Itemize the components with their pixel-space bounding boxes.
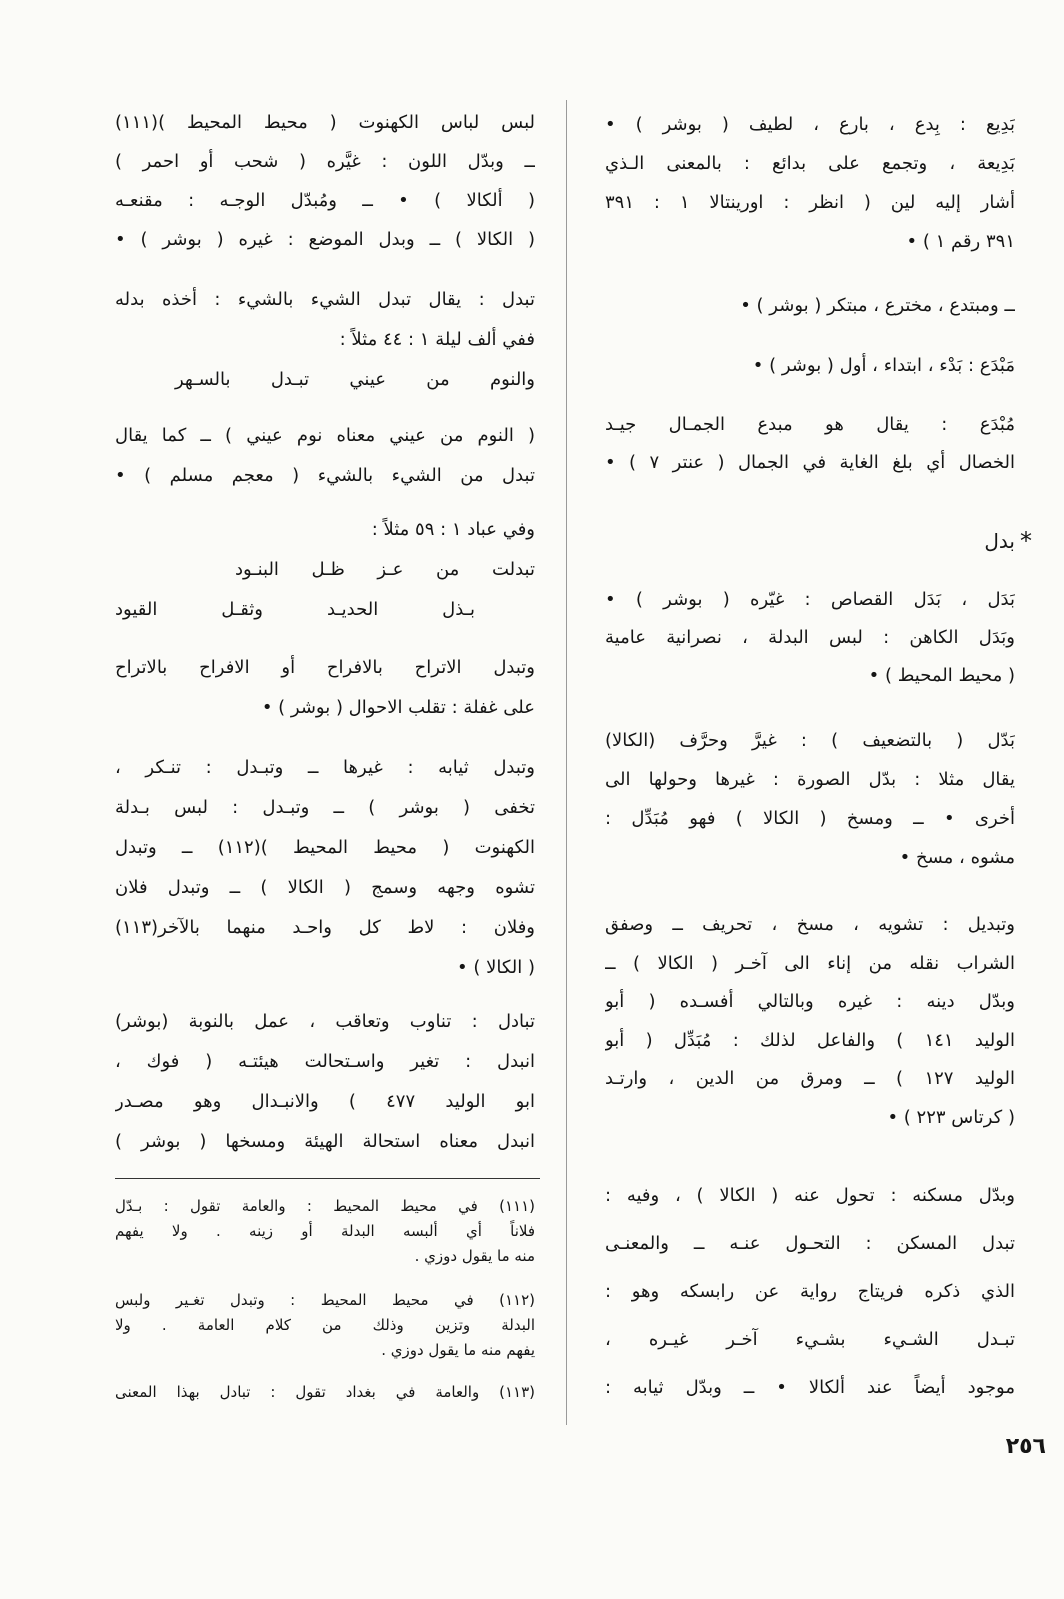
entry-paragraph bbox=[605, 346, 1015, 385]
text-line: تبدل المسكن : التحـول عنـه ــ والمعنـى bbox=[605, 1233, 1015, 1254]
text-line: ٣٩١ رقم ١ ) • bbox=[906, 231, 1015, 252]
text-line: ( ألكالا ) • ــ ومُبدّل الوجـه : مقنعـه bbox=[115, 190, 535, 211]
entry-paragraph bbox=[115, 416, 535, 496]
footnote bbox=[115, 1194, 535, 1269]
text-line: بَدِيع : بِدع ، بارع ، لطيف ( بوشر ) • bbox=[605, 114, 1015, 135]
text-line: الكهنوت ( محيط المحيط )(١١٢) ــ وتبدل bbox=[115, 837, 535, 858]
text-line: وتبدل الاتراح بالافراح أو الافراح بالاتراح bbox=[115, 657, 535, 678]
text-line: مَبْدَع : بَدْء ، ابتداء ، أول ( بوشر ) • bbox=[752, 355, 1015, 376]
text-line: أشار إليه لين ( انظر : اورينتالا ١ : ٣٩١ bbox=[605, 192, 1015, 213]
verse-line: تبدلت من عـز ظـل البنـود bbox=[235, 559, 535, 580]
text-line: وبَدَل الكاهن : لبس البدلة ، نصرانية عامية bbox=[605, 627, 1015, 648]
text-line: بَدَل ، بَدَل القصاص : غيّره ( بوشر ) • bbox=[605, 589, 1015, 610]
text-line: وبدّل دينه : غيره وبالتالي أفسـده ( أبو bbox=[605, 991, 1015, 1012]
text-line: تخفى ( بوشر ) ــ وتبـدل : لبس بـدلة bbox=[115, 797, 535, 818]
entry-paragraph bbox=[115, 1002, 535, 1162]
footnote-line: منه ما يقول دوزي . bbox=[414, 1247, 535, 1265]
footnote-line: البدلة وتزين وذلك من كلام العامة . ولا bbox=[115, 1316, 535, 1334]
entry-paragraph bbox=[115, 103, 535, 259]
text-line: انبدل : تغير واسـتحالت هيئتـه ( فوك ، bbox=[115, 1051, 535, 1072]
footnote bbox=[115, 1288, 535, 1363]
text-line: بَدّل ( بالتضعيف ) : غيرَّ وحرَّف (الكالا) bbox=[605, 730, 1015, 751]
text-line: وفي عباد ١ : ٥٩ مثلاً : bbox=[371, 519, 535, 540]
entry-paragraph bbox=[115, 748, 535, 988]
heading-marker: * bbox=[1020, 527, 1032, 555]
text-line: ( كرتاس ٢٢٣ ) • bbox=[887, 1106, 1015, 1128]
text-line: الذي ذكره فريتاج رواية عن رابسكه وهو : bbox=[605, 1281, 1015, 1302]
footnote-line: (١١٣) والعامة في بغداد تقول : تبادل بهذا المعنى bbox=[115, 1383, 535, 1401]
text-line: بَدِيعة ، وتجمع على بدائع : بالمعنى الـذي bbox=[605, 153, 1015, 174]
entry-paragraph bbox=[115, 648, 535, 728]
text-line: الخصال أي بلغ الغاية في الجمال ( عنتر ٧ ) • bbox=[605, 452, 1015, 473]
text-line: ــ ومبتدع ، مخترع ، مبتكر ( بوشر ) • bbox=[740, 295, 1015, 316]
text-line: تبادل : تناوب وتعاقب ، عمل بالنوبة (بوشر) bbox=[115, 1011, 535, 1032]
entry-paragraph bbox=[115, 280, 535, 400]
footnote-line: فلاناً أي ألبسه البدلة أو زينه . ولا يفهم bbox=[115, 1222, 535, 1240]
footnote-line: (١١٢) في محيط المحيط : وتبدل تغـير ولبس bbox=[115, 1291, 535, 1309]
text-line: مُبْدَع : يقال هو مبدع الجمـال جيـد bbox=[605, 414, 1015, 435]
text-line: ( النوم من عيني معناه نوم عيني ) ــ كما يقال bbox=[115, 425, 535, 446]
verse-line: والنوم من عيني تبـدل بالسـهر bbox=[175, 369, 535, 390]
footnote-line: يفهم منه ما يقول دوزي . bbox=[381, 1341, 535, 1359]
text-line: تشوه وجهه وسمج ( الكالا ) ــ وتبدل فلان bbox=[115, 877, 535, 898]
entry-heading: بدل bbox=[984, 529, 1015, 553]
page-number: ٢٥٦ bbox=[1005, 1434, 1046, 1459]
text-line: ففي ألف ليلة ١ : ٤٤ مثلاً : bbox=[339, 329, 535, 350]
verse-line: بـذل الحديـد وثقـل القيود bbox=[115, 599, 475, 620]
entry-paragraph bbox=[605, 581, 1015, 695]
text-line: ( الكالا ) ــ وبدل الموضع : غيره ( بوشر ) • bbox=[115, 229, 535, 250]
entry-paragraph bbox=[605, 286, 1015, 325]
text-line: الوليد ١٤١ ) والفاعل لذلك : مُبَدِّل ( أبو bbox=[605, 1029, 1015, 1051]
text-line: ( محيط المحيط ) • bbox=[868, 665, 1015, 686]
text-line: وتبديل : تشويه ، مسخ ، تحريف ــ وصفق bbox=[605, 914, 1015, 935]
text-line: تبـدل الشـيء بشـيء آخـر غيـره ، bbox=[605, 1329, 1015, 1350]
left-column bbox=[115, 0, 535, 1599]
column-divider bbox=[566, 100, 567, 1425]
text-line: وبدّل مسكنه : تحول عنه ( الكالا ) ، وفيه : bbox=[605, 1185, 1015, 1206]
entry-paragraph bbox=[605, 105, 1015, 261]
entry-paragraph bbox=[605, 721, 1015, 877]
entry-paragraph bbox=[605, 906, 1015, 1137]
footnote bbox=[115, 1380, 535, 1405]
text-line: على غفلة : تقلب الاحوال ( بوشر ) • bbox=[261, 697, 535, 718]
right-column bbox=[605, 0, 1015, 1599]
footnote-rule bbox=[115, 1178, 540, 1179]
text-line: انبدل معناه استحالة الهيئة ومسخها ( بوشر ) bbox=[115, 1131, 535, 1152]
text-line: وفلان : لاط كل واحـد منهما بالآخر(١١٣) bbox=[115, 917, 535, 938]
text-line: ( الكالا ) • bbox=[456, 957, 535, 978]
text-line: الشراب نقله من إناء الى آخـر ( الكالا ) ــ bbox=[605, 952, 1015, 974]
text-line: لبس لباس الكهنوت ( محيط المحيط )(١١١) bbox=[115, 112, 535, 133]
entry-paragraph bbox=[605, 406, 1015, 482]
text-line: تبدل من الشيء بالشيء ( معجم مسلم ) • bbox=[115, 465, 535, 486]
text-line: تبدل : يقال تبدل الشيء بالشيء : أخذه بدله bbox=[115, 289, 535, 310]
text-line: موجود أيضاً عند ألكالا • ــ وبدّل ثيابه : bbox=[605, 1377, 1015, 1398]
footnote-line: (١١١) في محيط المحيط : والعامة تقول : بـدّل bbox=[115, 1197, 535, 1215]
text-line: يقال مثلا : بدّل الصورة : غيرها وحولها الى bbox=[605, 769, 1015, 790]
text-line: الوليد ١٢٧ ) ــ ومرق من الدين ، وارتـد bbox=[605, 1068, 1015, 1089]
text-line: ابو الوليد ٤٧٧ ) والانبـدال وهو مصـدر bbox=[115, 1091, 535, 1112]
text-line: أخرى • ــ ومسخ ( الكالا ) فهو مُبَدِّل : bbox=[605, 808, 1015, 829]
entry-paragraph bbox=[115, 510, 535, 630]
entry-paragraph bbox=[605, 1172, 1015, 1412]
text-line: مشوه ، مسخ • bbox=[899, 847, 1015, 868]
text-line: ــ وبدّل اللون : غيَّره ( شحب أو احمر ) bbox=[115, 151, 535, 172]
text-line: وتبدل ثيابه : غيرها ــ وتبـدل : تنـكر ، bbox=[115, 757, 535, 778]
